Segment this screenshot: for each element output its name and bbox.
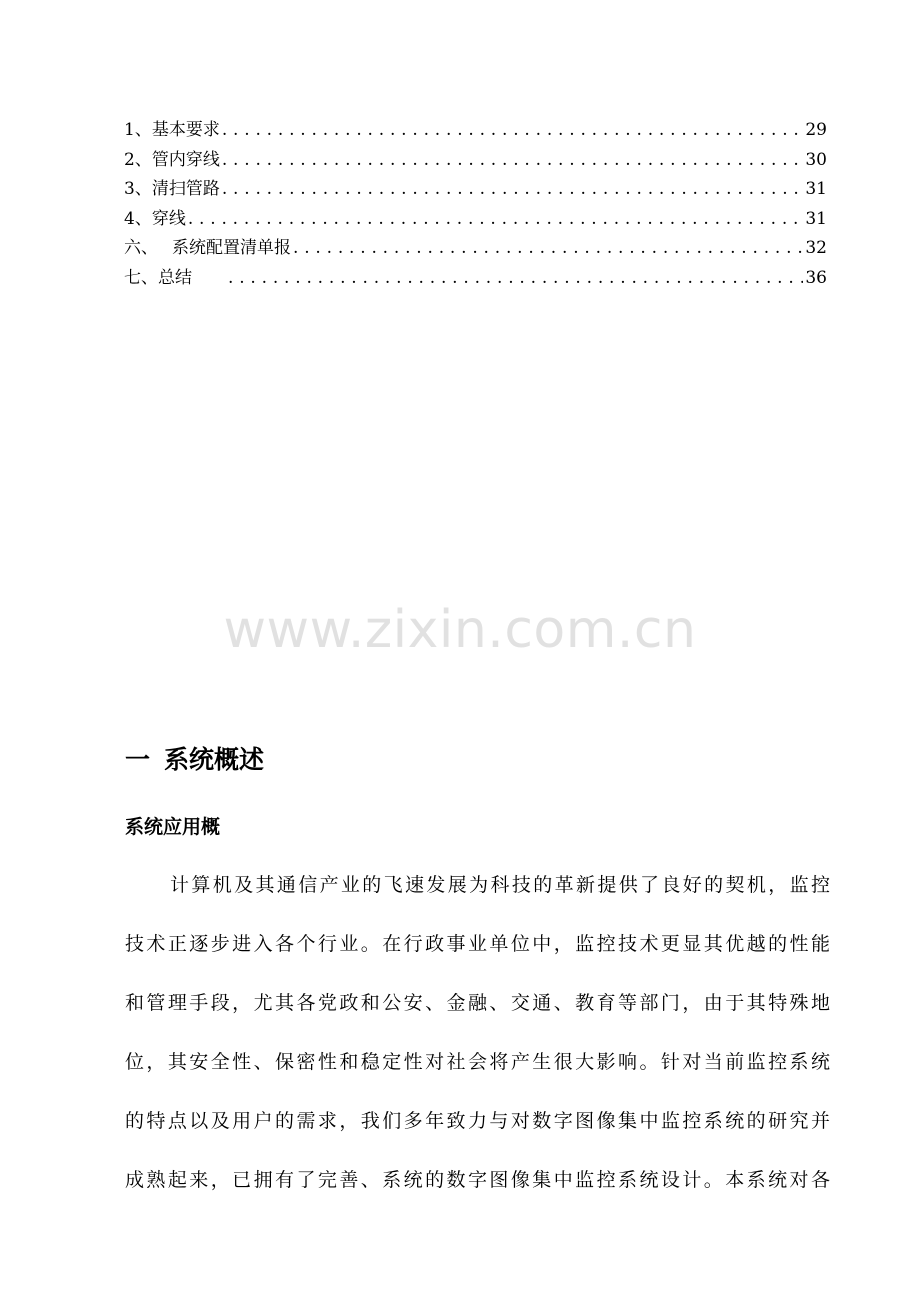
toc-entry[interactable]	[124, 175, 827, 205]
toc-entry-label: 穿线	[151, 208, 186, 229]
toc-entry-page: 30	[805, 149, 827, 170]
toc-entry-number: 3、	[124, 179, 152, 199]
toc-entry-number: 4、	[124, 208, 152, 229]
toc-entry[interactable]	[124, 205, 827, 235]
toc-entry-page: 36	[805, 267, 827, 288]
paragraph-line: 位，其安全性、保密性和稳定性对社会将产生很大影响。针对当前监控系统	[125, 1051, 830, 1073]
paragraph-line: 计算机及其通信产业的飞速发展为科技的革新提供了良好的契机，监控	[170, 874, 830, 896]
toc-entry[interactable]	[124, 264, 827, 294]
toc-entry-page: 31	[805, 208, 827, 229]
toc-entry-number: 七、	[124, 267, 158, 288]
toc-entry-label: 清扫管路	[151, 179, 220, 199]
subsection-heading: 系统应用概	[125, 816, 221, 838]
toc-entry[interactable]	[124, 146, 827, 176]
toc-entry-page: 29	[805, 120, 827, 140]
paragraph-line: 和管理手段，尤其各党政和公安、金融、交通、教育等部门，由于其特殊地	[125, 992, 830, 1014]
toc-entry-label: 基本要求	[151, 120, 220, 140]
toc-entry[interactable]	[124, 234, 827, 264]
paragraph-line: 的特点以及用户的需求，我们多年致力与对数字图像集中监控系统的研究并	[125, 1110, 830, 1132]
toc-entry-label: 管内穿线	[151, 149, 220, 170]
section-title: 系统概述	[164, 745, 265, 774]
toc-entry-label: 总结	[158, 267, 192, 288]
section-heading	[125, 740, 264, 776]
toc-entry-number: 2、	[124, 149, 152, 170]
toc-entry-number: 六、	[124, 238, 158, 258]
body-paragraph	[125, 856, 830, 1210]
toc-entry-page: 31	[805, 179, 827, 199]
paragraph-line: 成熟起来，已拥有了完善、系统的数字图像集中监控系统设计。本系统对各	[125, 1169, 830, 1191]
toc-dot-leader	[222, 116, 804, 146]
section-number: 一	[125, 745, 151, 774]
toc-entry-number: 1、	[124, 120, 152, 140]
toc-dot-leader	[222, 175, 804, 205]
paragraph-line: 技术正逐步进入各个行业。在行政事业单位中，监控技术更显其优越的性能	[125, 933, 830, 955]
toc-dot-leader	[188, 205, 804, 235]
toc-dot-leader	[222, 146, 804, 176]
toc-dot-leader	[293, 234, 803, 264]
toc-entry-label: 系统配置清单报	[172, 238, 291, 258]
watermark: www.zixin.com.cn	[223, 600, 697, 660]
toc-entry-page: 32	[805, 238, 827, 258]
toc-dot-leader	[228, 264, 803, 294]
table-of-contents	[124, 116, 827, 293]
toc-entry[interactable]	[124, 116, 827, 146]
